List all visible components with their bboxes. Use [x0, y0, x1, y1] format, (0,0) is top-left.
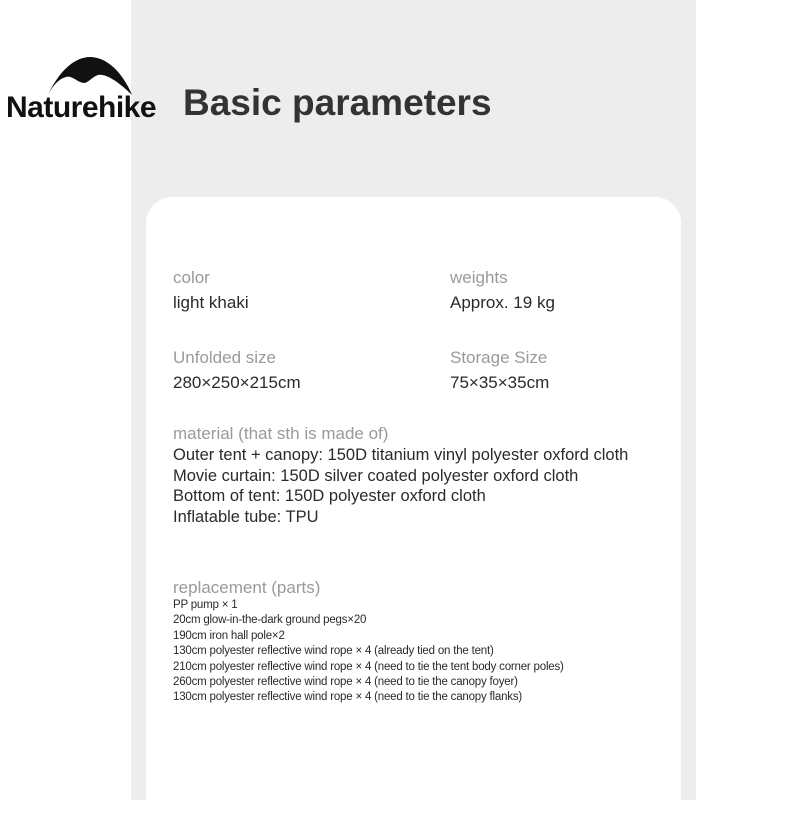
unfolded-size-value: 280×250×215cm: [173, 373, 301, 392]
material-line: Bottom of tent: 150D polyester oxford cloth: [173, 487, 486, 506]
replacement-line: 20cm glow-in-the-dark ground pegs×20: [173, 614, 367, 627]
replacement-line: 190cm iron hall pole×2: [173, 629, 285, 642]
replacement-label: replacement (parts): [173, 578, 321, 597]
material-line: Movie curtain: 150D silver coated polyester oxford cloth: [173, 466, 579, 485]
brand-name: Naturehike: [6, 91, 157, 124]
brand-logo: [0, 55, 180, 135]
material-list: [173, 445, 628, 528]
replacement-line: 210cm polyester reflective wind rope × 4 (need to tie the tent body corner poles): [173, 660, 564, 673]
material-line: Inflatable tube: TPU: [173, 508, 319, 527]
material-label: material (that sth is made of): [173, 424, 389, 443]
replacement-line: 260cm polyester reflective wind rope × 4 (need to tie the canopy foyer): [173, 676, 518, 689]
replacement-line: PP pump × 1: [173, 599, 238, 611]
storage-size-label: Storage Size: [450, 348, 548, 367]
weights-label: weights: [450, 268, 508, 287]
weights-value: Approx. 19 kg: [450, 293, 555, 312]
material-line: Outer tent + canopy: 150D titanium vinyl polyester oxford cloth: [173, 446, 629, 464]
storage-size-value: 75×35×35cm: [450, 373, 550, 392]
color-label: color: [173, 268, 210, 287]
page-title: Basic parameters: [183, 82, 492, 123]
color-value: light khaki: [173, 293, 249, 312]
replacement-line: 130cm polyester reflective wind rope × 4 (need to tie the canopy flanks): [173, 691, 523, 704]
replacement-list: [173, 598, 564, 706]
unfolded-size-label: Unfolded size: [173, 348, 277, 367]
replacement-line: 130cm polyester reflective wind rope × 4 (already tied on the tent): [173, 645, 494, 658]
